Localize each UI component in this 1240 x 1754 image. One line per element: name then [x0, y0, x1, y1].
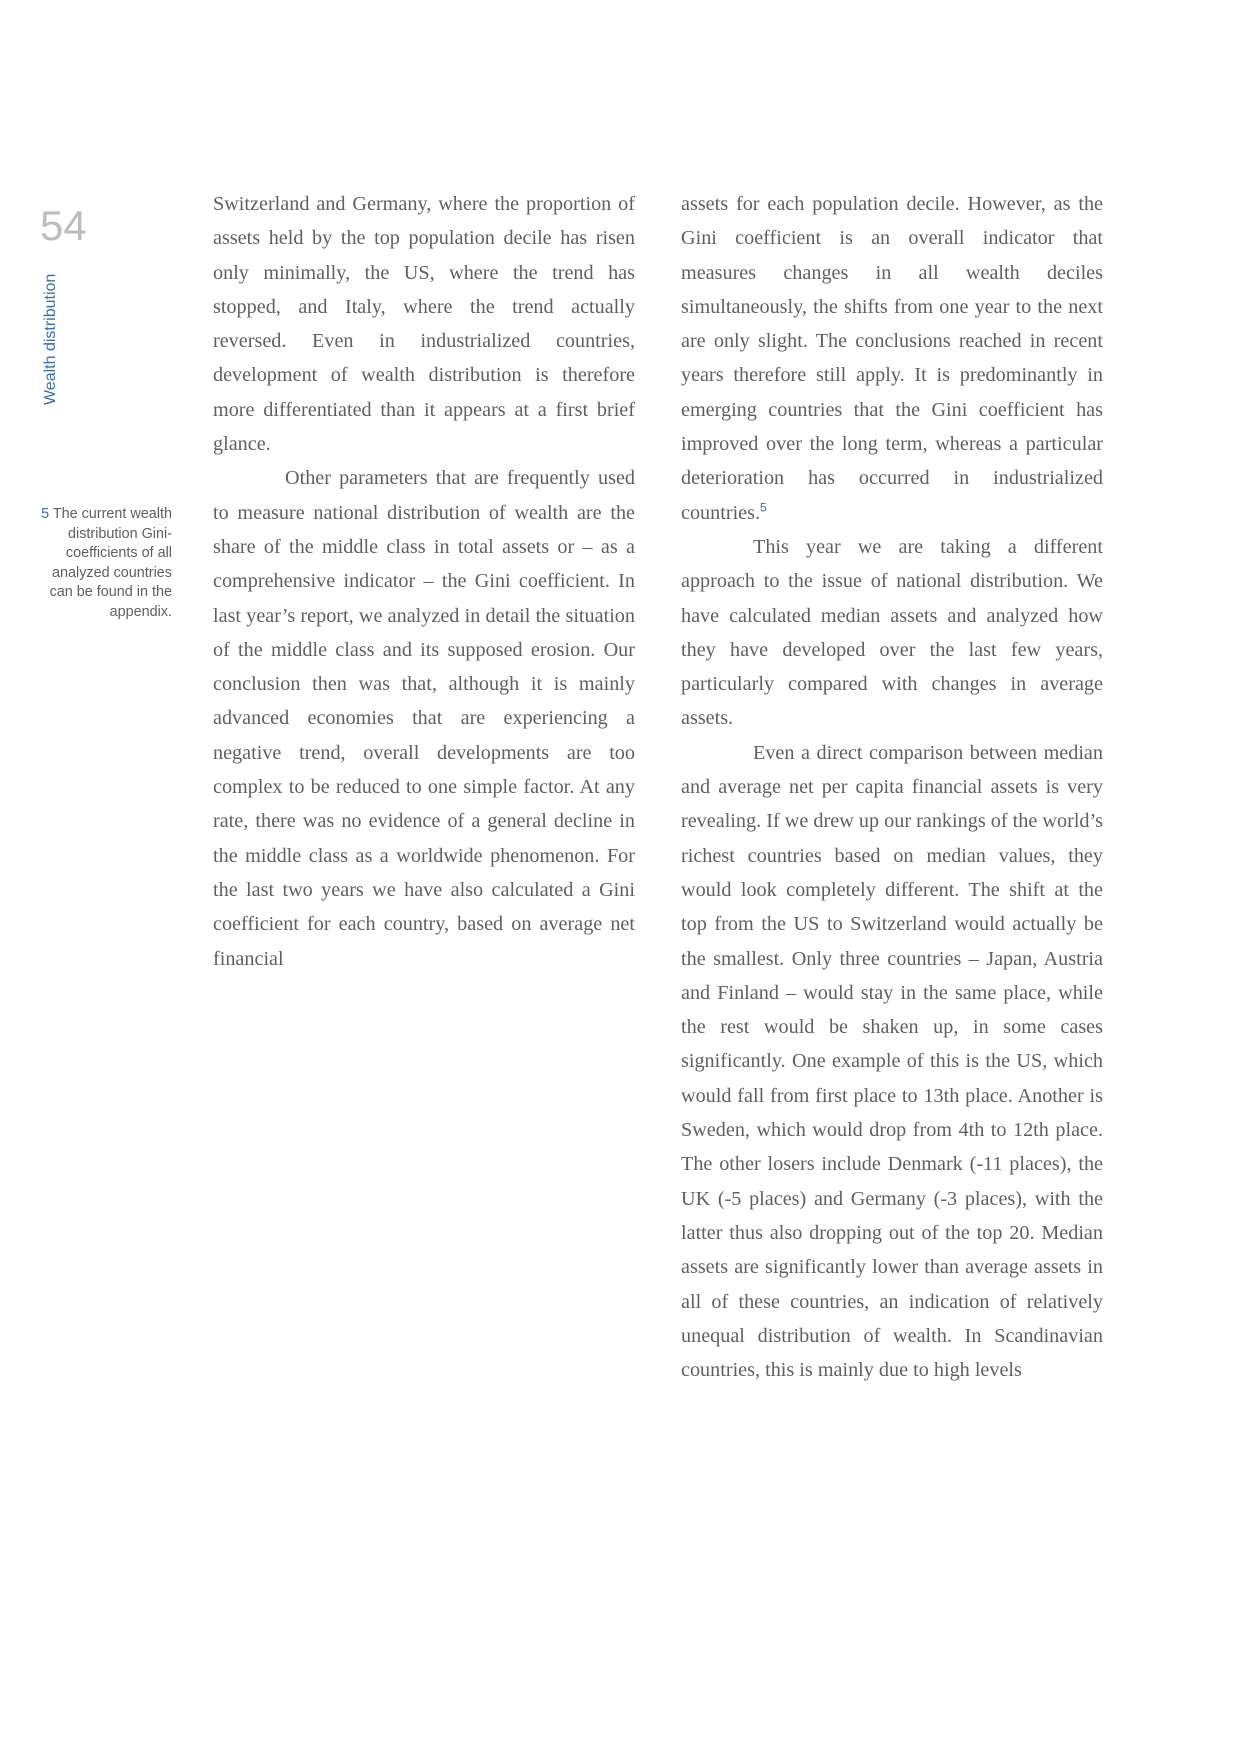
right-text-column: [681, 187, 1103, 1387]
left-text-column: [213, 187, 635, 976]
paragraph: Switzerland and Germany, where the proportion of assets held by the top population decile has risen only minimally, the US, where the trend has stopped, and Italy, where the trend actually reversed. Even in industrialized countries, development of wealth distribution is therefore more differentiated than it appears at a first brief glance.: [213, 193, 635, 456]
paragraph: Other parameters that are frequently used to measure national distribution of wealth are the share of the middle class in total assets or – as a comprehensive indicator – the Gini coefficient. In last year’s report, we analyzed in detail the situation of the middle class and its supposed erosion. Our conclusion then was that, although it is mainly advanced economies that are experiencing a negative trend, overall developments are too complex to be reduced to one simple factor. At any rate, there was no evidence of a general decline in the middle class as a worldwide phenomenon. For the last two years we have also calculated a Gini coefficient for each country, based on average net financial: [213, 467, 635, 970]
paragraph-with-footnote: [681, 187, 1103, 530]
sidenote-text: The current wealth distribution Gini-coefficients of all analyzed countries can be found in the appendix.: [49, 506, 172, 620]
sidenote-number: 5: [41, 506, 50, 522]
paragraph-text: assets for each population decile. However, as the Gini coefficient is an overall indicator that measures changes in all wealth deciles simultaneously, the shifts from one year to the next are only slight. The conclusions reached in recent years therefore still apply. It is predominantly in emerging countries that the Gini coefficient has improved over the long term, whereas a particular deterioration has occurred in industrialized countries.: [681, 193, 1103, 524]
footnote-reference[interactable]: 5: [760, 499, 767, 514]
paragraph: This year we are taking a different approach to the issue of national distribution. We have calculated median assets and analyzed how they have developed over the last few years, particularly compared with changes in average assets.: [681, 535, 1103, 730]
page-number: 54: [40, 202, 87, 249]
sidenote: [30, 505, 172, 622]
paragraph: Even a direct comparison between median and average net per capita financial assets is very revealing. If we drew up our rankings of the world’s richest countries based on median values, they would look completely different. The shift at the top from the US to Switzerland would actually be the smallest. Only three countries – Japan, Austria and Finland – would stay in the same place, while the rest would be shaken up, in some cases significantly. One example of this is the US, which would fall from first place to 13th place. Another is Sweden, which would drop from 4th to 12th place. The other losers include Denmark (-11 places), the UK (-5 places) and Germany (-3 places), with the latter thus also dropping out of the top 20. Median assets are significantly lower than average assets in all of these countries, an indication of relatively unequal distribution of wealth. In Scandinavian countries, this is mainly due to high levels: [681, 741, 1103, 1382]
section-title: Wealth distribution: [42, 273, 59, 405]
